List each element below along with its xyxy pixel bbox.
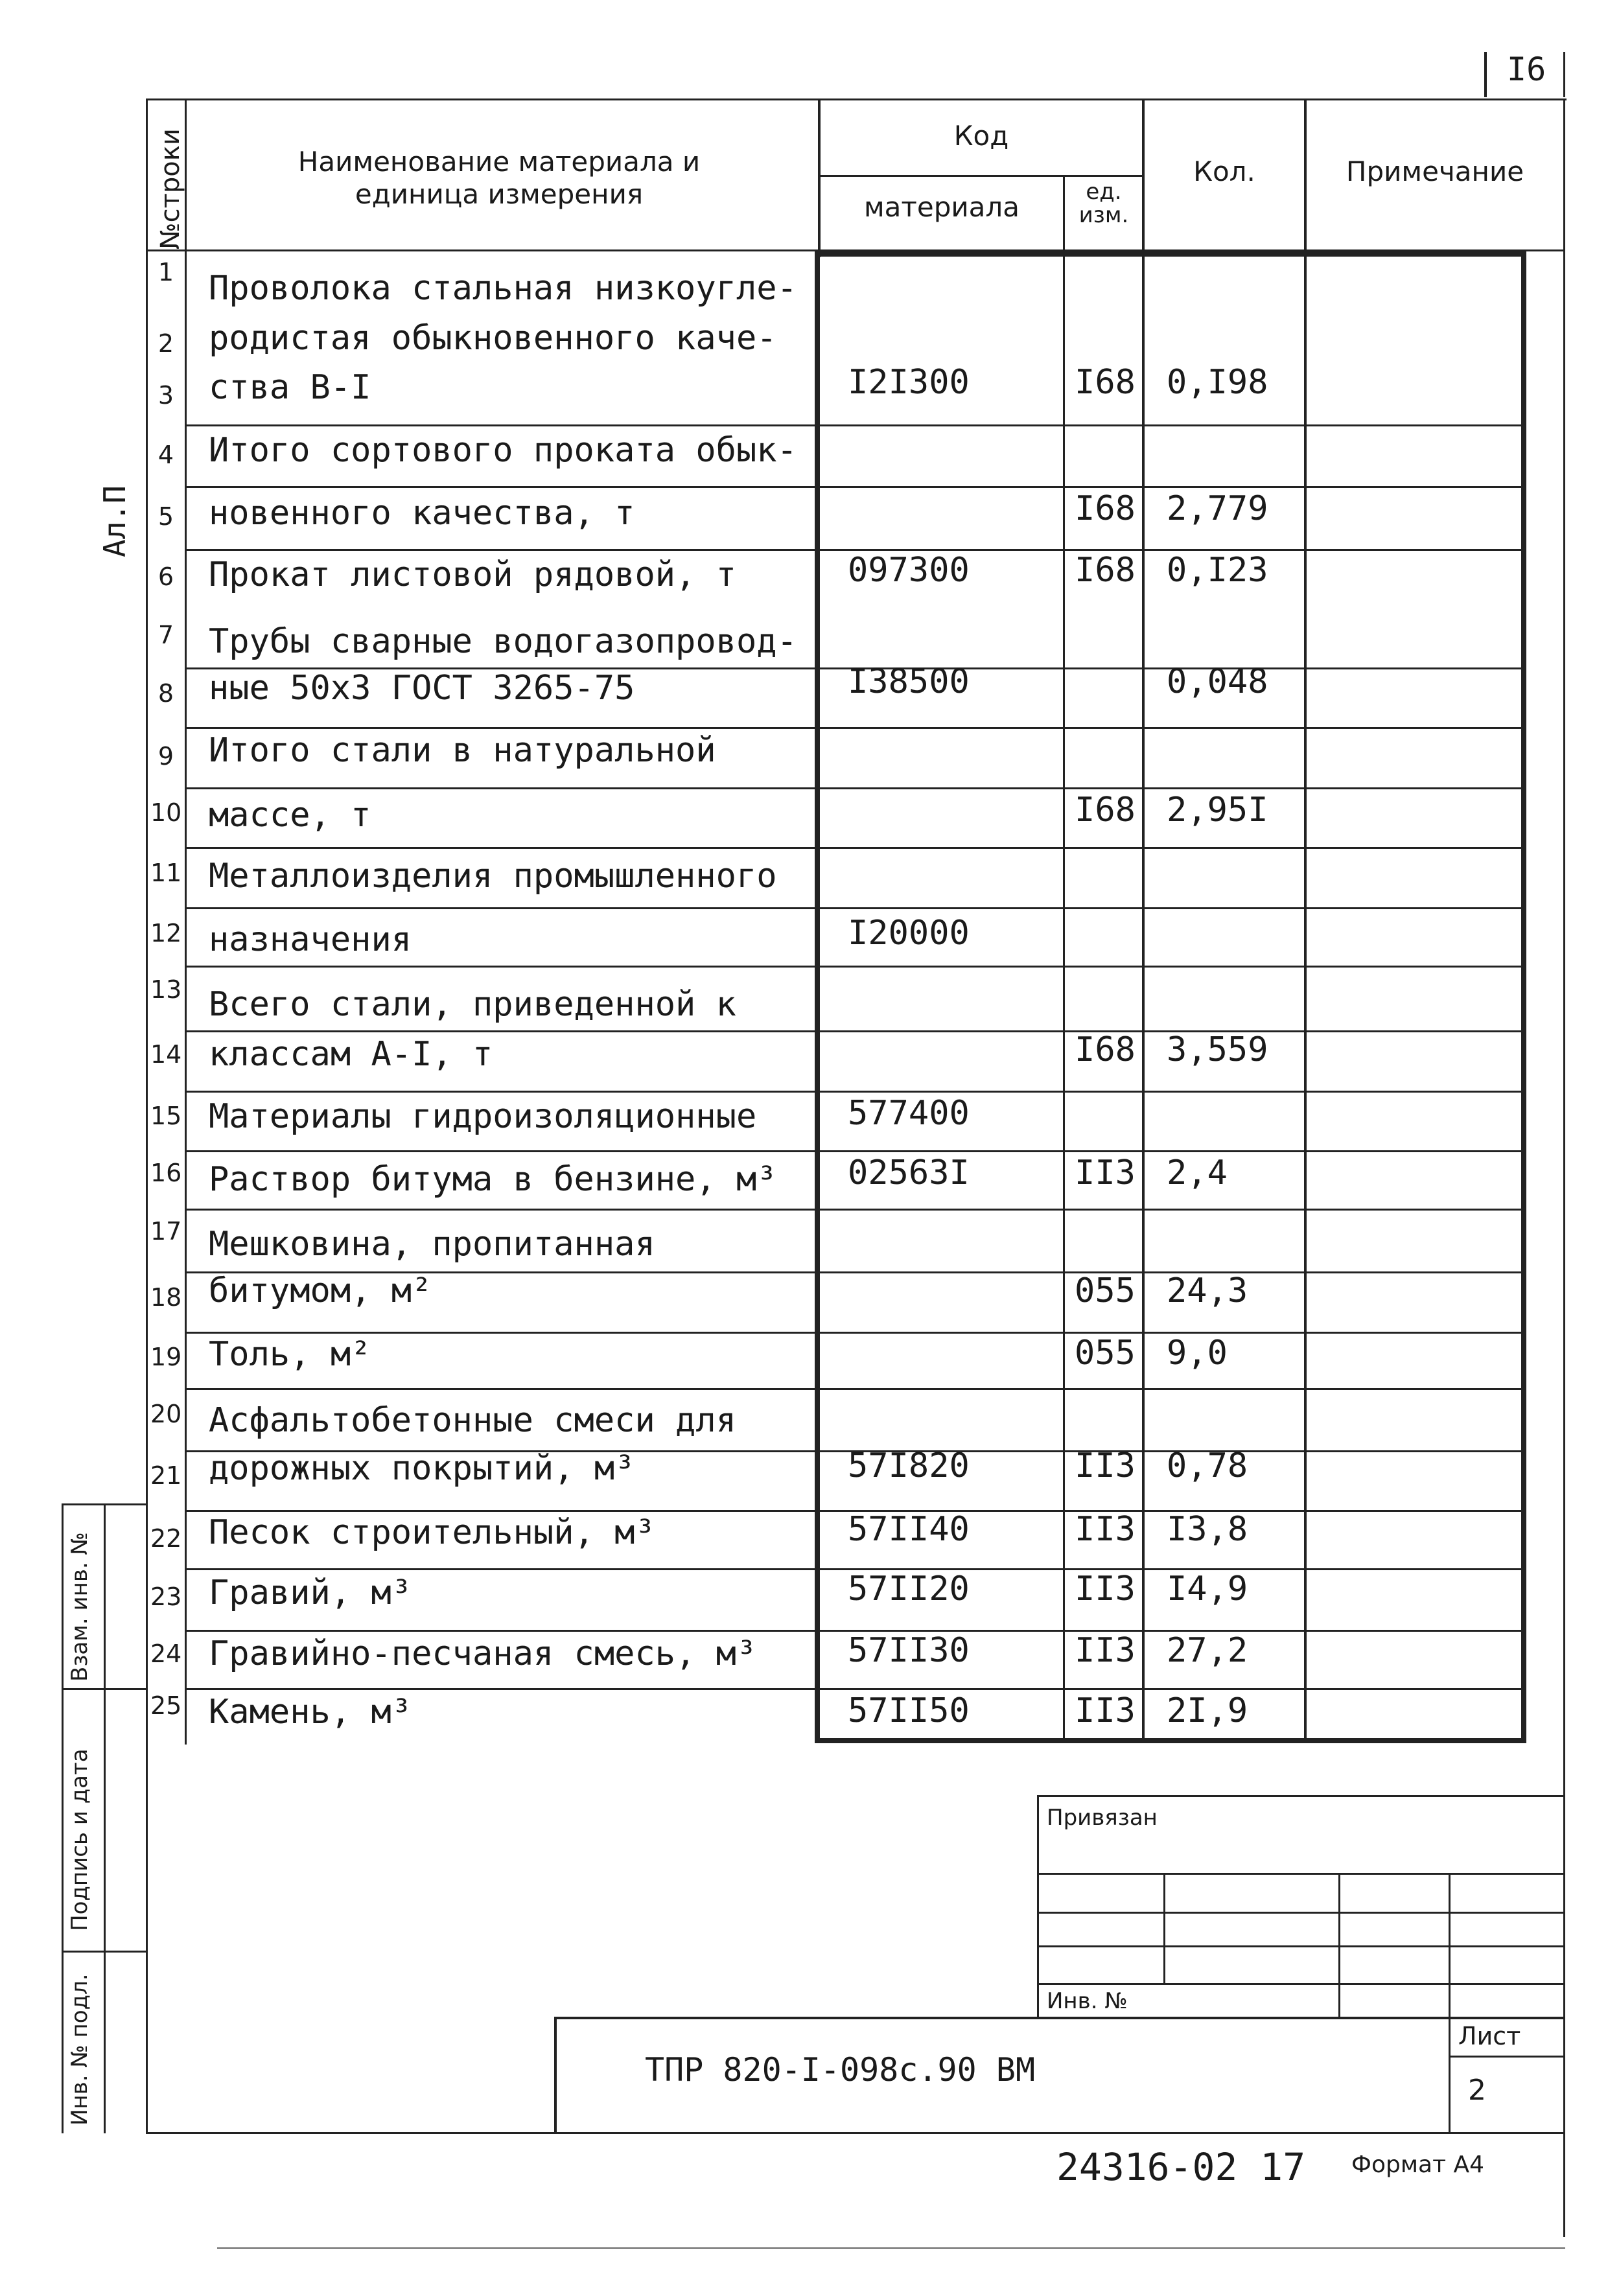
unit-code: II3	[1075, 1691, 1136, 1730]
material-code: 577400	[848, 1094, 970, 1133]
row-number: 19	[150, 1343, 182, 1371]
unit-code: II3	[1075, 1570, 1136, 1608]
material-name: битумом, м²	[209, 1271, 432, 1310]
row-number: 18	[150, 1283, 182, 1312]
header-quantity: Кол.	[1193, 156, 1255, 187]
unit-code: II3	[1075, 1631, 1136, 1670]
material-code: 57II50	[848, 1691, 970, 1730]
quantity-value: 2,95I	[1167, 791, 1268, 829]
row-number: 16	[150, 1159, 182, 1187]
row-number: 10	[150, 798, 182, 827]
unit-code: I68	[1075, 551, 1136, 590]
row-number: 14	[150, 1040, 182, 1069]
quantity-value: 0,I98	[1167, 363, 1268, 402]
unit-code: 055	[1075, 1334, 1136, 1373]
material-name: массе, т	[209, 796, 371, 835]
material-name: Итого стали в натуральной	[209, 731, 716, 770]
header-code-group: Код	[953, 120, 1009, 152]
header-code-material: материала	[863, 191, 1020, 223]
row-number: 5	[157, 502, 174, 531]
stamp-inv-label: Инв. №	[1047, 1988, 1128, 2014]
row-number: 13	[150, 975, 182, 1004]
material-name: Всего стали, приведенной к	[209, 985, 736, 1024]
material-code: 097300	[848, 551, 970, 590]
quantity-value: 0,I23	[1167, 551, 1268, 590]
side-stamp-sign-date: Подпись и дата	[67, 1748, 93, 1931]
quantity-value: 2,779	[1167, 489, 1268, 528]
header-name: Наименование материала и единица измерения	[297, 146, 701, 210]
stamp-bound-label: Привязан	[1047, 1805, 1158, 1831]
quantity-value: 24,3	[1167, 1271, 1248, 1310]
material-code: I20000	[848, 914, 970, 953]
quantity-value: I3,8	[1167, 1510, 1248, 1549]
quantity-value: 0,78	[1167, 1446, 1248, 1485]
unit-code: II3	[1075, 1446, 1136, 1485]
row-number: 17	[150, 1217, 182, 1246]
row-number: 22	[150, 1524, 182, 1553]
unit-code: I68	[1075, 791, 1136, 829]
material-code: 02563I	[848, 1154, 970, 1192]
row-number: 7	[157, 621, 174, 649]
page-number: I6	[1507, 51, 1546, 88]
unit-code: I68	[1075, 363, 1136, 402]
unit-code: II3	[1075, 1510, 1136, 1549]
material-name: дорожных покрытий, м³	[209, 1449, 635, 1488]
row-number: 12	[150, 919, 182, 947]
row-number: 11	[150, 859, 182, 887]
footer-doc-number: 24316-02 17	[1056, 2145, 1306, 2189]
material-code: 57II20	[848, 1570, 970, 1608]
material-name: Песок строительный, м³	[209, 1513, 655, 1552]
quantity-value: 9,0	[1167, 1334, 1228, 1373]
row-number: 3	[157, 381, 174, 410]
header-note: Примечание	[1346, 156, 1524, 187]
unit-code: I68	[1075, 1030, 1136, 1069]
row-number: 20	[150, 1400, 182, 1428]
row-number: 2	[157, 329, 174, 358]
sheet-number: 2	[1468, 2074, 1486, 2107]
material-name: Итого сортового проката обык-	[209, 431, 797, 470]
row-number: 15	[150, 1102, 182, 1130]
material-code: 57II30	[848, 1631, 970, 1670]
quantity-value: 3,559	[1167, 1030, 1268, 1069]
unit-code: 055	[1075, 1271, 1136, 1310]
material-name: Трубы сварные водогазопровод-	[209, 622, 797, 661]
quantity-value: 27,2	[1167, 1631, 1248, 1670]
material-name: Гравийно-песчаная смесь, м³	[209, 1634, 757, 1673]
quantity-value: 0,048	[1167, 662, 1268, 701]
document-designation: ТПР 820-I-098с.90 ВМ	[645, 2051, 1036, 2089]
row-number: 25	[150, 1691, 182, 1720]
side-stamp-inv-orig: Инв. № подл.	[67, 1973, 93, 2126]
material-name: Камень, м³	[209, 1693, 412, 1732]
material-code: I2I300	[848, 363, 970, 402]
material-name: ные 50x3 ГОСТ 3265-75	[209, 669, 635, 708]
material-name: ства В-I	[209, 368, 371, 407]
material-name: Материалы гидроизоляционные	[209, 1097, 757, 1136]
header-row-number: №строки	[156, 128, 185, 249]
row-number: 21	[150, 1461, 182, 1490]
side-label: Ал.П	[97, 485, 132, 557]
footer-format: Формат А4	[1351, 2151, 1485, 2178]
material-name: классам А-I, т	[209, 1035, 493, 1074]
material-name: Металлоизделия промышленного	[209, 857, 777, 896]
side-stamp-replace-inv: Взам. инв. №	[67, 1532, 93, 1682]
quantity-value: 2,4	[1167, 1154, 1228, 1192]
material-name: Прокат листовой рядовой, т	[209, 555, 736, 594]
material-name: назначения	[209, 920, 412, 959]
quantity-value: 2I,9	[1167, 1691, 1248, 1730]
material-name: Асфальтобетонные смеси для	[209, 1401, 736, 1440]
row-number: 8	[157, 679, 174, 708]
material-name: Раствор битума в бензине, м³	[209, 1160, 777, 1199]
sheet-label: Лист	[1458, 2022, 1521, 2050]
row-number: 23	[150, 1583, 182, 1611]
header-code-unit: ед. изм.	[1078, 179, 1129, 228]
material-name: Проволока стальная низкоугле-	[209, 269, 797, 308]
material-code: 57I820	[848, 1446, 970, 1485]
row-number: 4	[157, 441, 174, 469]
material-code: I38500	[848, 662, 970, 701]
quantity-value: I4,9	[1167, 1570, 1248, 1608]
row-number: 6	[157, 562, 174, 591]
row-number: 24	[150, 1640, 182, 1668]
row-number: 9	[157, 742, 174, 771]
unit-code: II3	[1075, 1154, 1136, 1192]
material-name: Гравий, м³	[209, 1573, 412, 1612]
material-name: родистая обыкновенного каче-	[209, 319, 777, 358]
material-code: 57II40	[848, 1510, 970, 1549]
row-number: 1	[157, 258, 174, 286]
material-name: новенного качества, т	[209, 494, 635, 533]
material-name: Толь, м²	[209, 1335, 371, 1374]
material-name: Мешковина, пропитанная	[209, 1225, 655, 1264]
unit-code: I68	[1075, 489, 1136, 528]
